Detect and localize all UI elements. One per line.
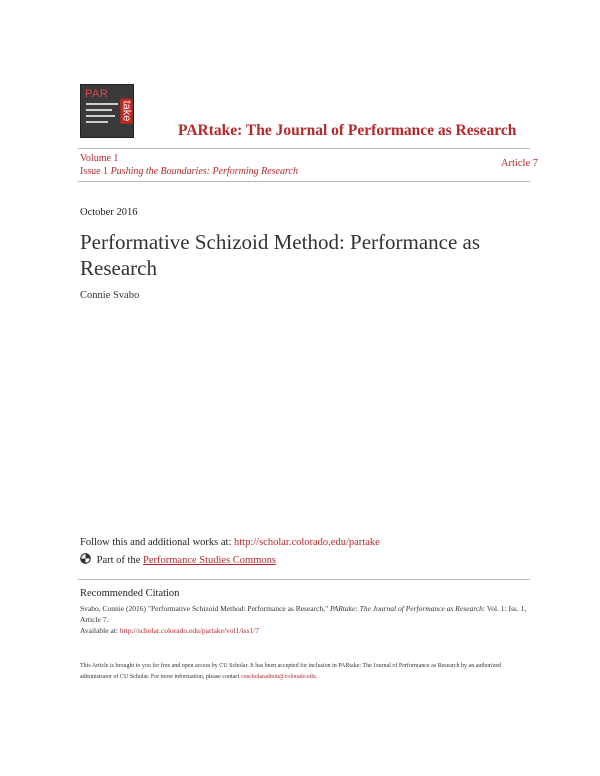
part-of-label: Part of the <box>96 555 141 566</box>
citation-journal: PARtake: The Journal of Performance as Research <box>330 604 483 613</box>
author-name: Connie Svabo <box>80 290 140 301</box>
article-url-link[interactable]: http://scholar.colorado.edu/partake/vol1/iss1/7 <box>119 626 259 635</box>
available-label: Available at: <box>80 626 118 635</box>
header-rule-top <box>78 148 530 149</box>
network-commons-icon <box>80 553 91 564</box>
issue-number[interactable]: Issue 1 <box>80 166 109 177</box>
contact-email-link[interactable]: cuscholaradmin@colorado.edu <box>241 674 316 680</box>
citation-rule <box>78 579 530 580</box>
volume-link[interactable]: Volume 1 <box>80 153 119 164</box>
citation-suffix: : Vol. 1: Iss. 1, Article 7. <box>80 604 527 624</box>
logo-par-text: PAR <box>85 88 109 100</box>
journal-logo-icon <box>80 84 134 138</box>
citation-text <box>80 603 540 636</box>
publication-date: October 2016 <box>80 207 138 218</box>
article-title: Performative Schizoid Method: Performance as Research <box>80 230 481 280</box>
part-of-line <box>80 553 276 566</box>
available-line <box>80 626 259 635</box>
article-number[interactable]: Article 7 <box>500 158 538 169</box>
follow-line <box>80 537 380 548</box>
access-notice <box>80 661 530 683</box>
journal-title[interactable]: PARtake: The Journal of Performance as Research <box>178 122 517 139</box>
logo-take-text: take <box>120 100 133 122</box>
issue-line[interactable] <box>80 166 298 177</box>
header-rule-bottom <box>78 181 530 182</box>
follow-link[interactable]: http://scholar.colorado.edu/partake <box>234 537 380 548</box>
performance-studies-commons-link[interactable]: Performance Studies Commons <box>143 555 276 566</box>
notice-end: . <box>315 674 318 680</box>
logo-lines <box>86 103 118 127</box>
follow-label: Follow this and additional works at: <box>80 537 232 548</box>
citation-prefix: Svabo, Connie (2016) "Performative Schizoid Method: Performance as Research," <box>80 604 329 613</box>
recommended-citation-heading: Recommended Citation <box>80 588 180 599</box>
issue-title[interactable]: Pushing the Boundaries: Performing Research <box>110 166 298 177</box>
notice-text: This Article is brought to you for free and open access by CU Scholar. It has been accepted for inclusion in PARtake: The Journal of Performance as Research by an authorized administrator of CU Scholar. For more information, please contact <box>80 663 502 680</box>
